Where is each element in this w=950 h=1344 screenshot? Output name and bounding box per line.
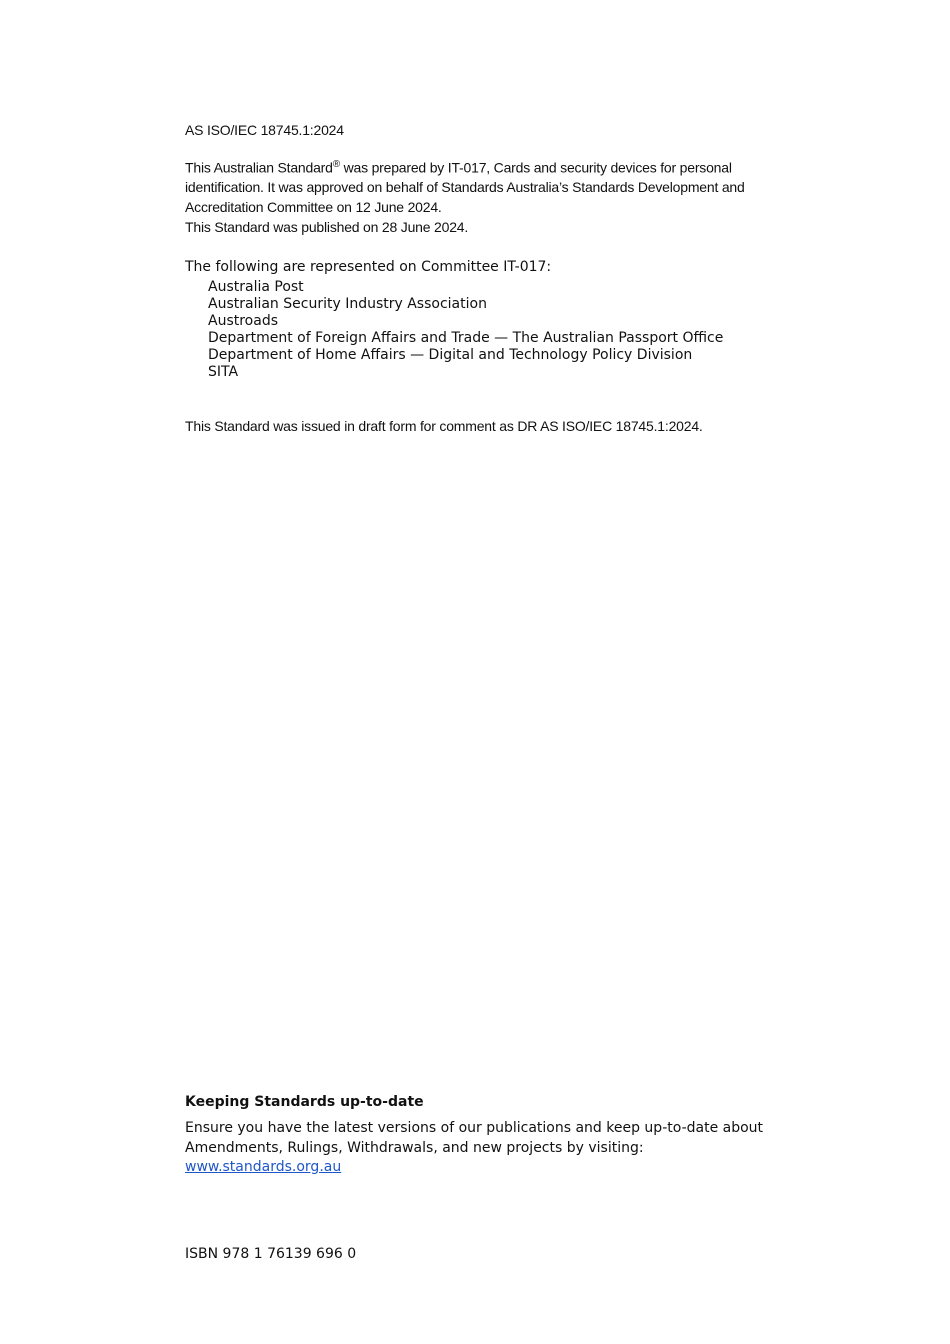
standards-website-link[interactable]: www.standards.org.au [185,1159,342,1175]
committee-member: Australia Post [208,279,304,295]
publication-date-note: This Standard was published on 28 June 2024. [185,219,469,235]
committee-member: Austroads [208,313,279,330]
keeping-body-line: Amendments, Rulings, Withdrawals, and new projects by visiting: [185,1139,644,1156]
committee-member: SITA [208,364,239,381]
document-designation: AS ISO/IEC 18745.1:2024 [185,122,344,138]
committee-member: Australian Security Industry Association [208,296,487,313]
prepared-text-end: was prepared by IT-017, Cards and security devices for personal identification. It was approved on behalf of Standards Australia’s Standards Development and Accreditation Committee on 12 June 2024. [185,159,745,215]
isbn-number: ISBN 978 1 76139 696 0 [185,1246,357,1262]
keeping-standards-body [185,1119,785,1178]
registered-mark: ® [332,159,340,170]
committee-intro: The following are represented on Committee IT-017: [185,259,552,275]
preparation-paragraph [185,155,775,217]
keeping-standards-heading: Keeping Standards up-to-date [185,1094,424,1110]
committee-member-list [208,279,723,382]
committee-member: Department of Foreign Affairs and Trade — The Australian Passport Office [208,330,724,347]
keeping-body-line: Ensure you have the latest versions of our publications and keep up-to-date about [185,1120,764,1136]
draft-note: This Standard was issued in draft form for comment as DR AS ISO/IEC 18745.1:2024. [185,418,703,434]
prepared-text-start: This Australian Standard [185,159,333,176]
committee-member: Department of Home Affairs — Digital and Technology Policy Division [208,347,693,364]
